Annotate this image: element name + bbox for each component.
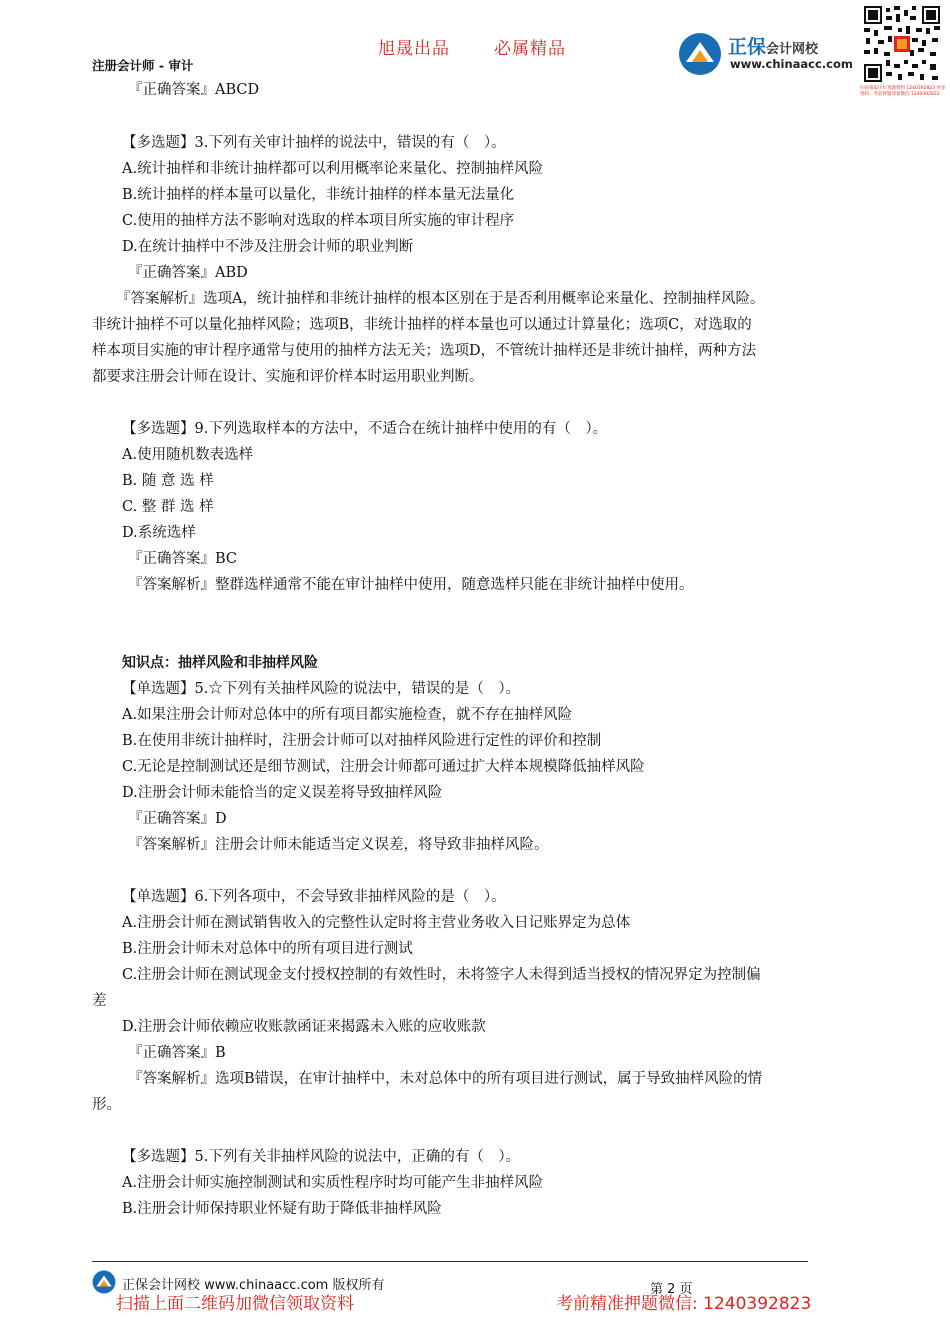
explanation-line: 都要求注册会计师在设计、实施和评价样本时运用职业判断。	[92, 369, 484, 385]
explanation-line: 『答案解析』选项A，统计抽样和非统计抽样的根本区别在于是否利用概率论来量化、控制抽样风险。	[116, 291, 765, 307]
section-heading: 知识点：抽样风险和非抽样风险	[122, 655, 318, 671]
chinaacc-logo	[678, 30, 858, 80]
option-line: D.系统选样	[122, 525, 196, 541]
option-line: C.注册会计师在测试现金支付授权控制的有效性时，未将签字人未得到适当授权的情况界定为控制偏	[122, 967, 761, 983]
question-stem: 【多选题】3.下列有关审计抽样的说法中，错误的有（ ）。	[122, 135, 506, 151]
explanation-line: 样本项目实施的审计程序通常与使用的抽样方法无关；选项D，不管统计抽样还是非统计抽样，两种方法	[92, 343, 757, 359]
logo-cn-main: 正保	[728, 36, 767, 58]
footer-copyright: 正保会计网校 www.chinaacc.com 版权所有	[122, 1278, 385, 1293]
option-line: A.统计抽样和非统计抽样都可以利用概率论来量化、控制抽样风险	[122, 161, 544, 177]
option-line: D.在统计抽样中不涉及注册会计师的职业判断	[122, 239, 414, 255]
option-line: B.注册会计师保持职业怀疑有助于降低非抽样风险	[122, 1201, 442, 1217]
logo-cn-small: 会计网校	[766, 42, 819, 57]
footer-promo-right: 考前精准押题微信: 1240392823	[556, 1294, 812, 1314]
answer-line: 『正确答案』BC	[128, 551, 238, 567]
option-line: B.统计抽样的样本量可以量化，非统计抽样的样本量无法量化	[122, 187, 515, 203]
page-number: 第 2 页	[650, 1282, 693, 1297]
slogan-right: 必属精品	[494, 39, 566, 59]
footer-promo-left: 扫描上面二维码加微信领取资料	[116, 1294, 354, 1314]
option-line: C.无论是控制测试还是细节测试，注册会计师都可通过扩大样本规模降低抽样风险	[122, 759, 645, 775]
option-line: A.注册会计师在测试销售收入的完整性认定时将主营业务收入日记账界定为总体	[122, 915, 631, 931]
logo-emblem-icon	[678, 32, 722, 76]
option-line: B. 随 意 选 样	[122, 473, 214, 489]
explanation-line: 非统计抽样不可以量化抽样风险；选项B，非统计抽样的样本量也可以通过计算量化；选项C，对选取的	[92, 317, 752, 333]
question-stem: 【单选题】6.下列各项中，不会导致非抽样风险的是（ ）。	[122, 889, 506, 905]
option-line: B.注册会计师未对总体中的所有项目进行测试	[122, 941, 413, 957]
question-stem: 【多选题】5.下列有关非抽样风险的说法中，正确的有（ ）。	[122, 1149, 521, 1165]
answer-line: 『正确答案』D	[128, 811, 227, 827]
qr-code-icon[interactable]	[862, 4, 942, 84]
logo-url: www.chinaacc.com	[730, 57, 853, 71]
answer-line: 『正确答案』ABD	[128, 265, 248, 281]
footer-divider	[92, 1261, 808, 1262]
option-line: C.使用的抽样方法不影响对选取的样本项目所实施的审计程序	[122, 213, 515, 229]
option-line: 差	[92, 993, 107, 1009]
option-line: A.如果注册会计师对总体中的所有项目都实施检查，就不存在抽样风险	[122, 707, 573, 723]
option-line: A.使用随机数表选样	[122, 447, 254, 463]
answer-line: 『正确答案』ABCD	[128, 82, 260, 98]
option-line: D.注册会计师未能恰当的定义误差将导致抽样风险	[122, 785, 443, 801]
answer-line: 『正确答案』B	[128, 1045, 226, 1061]
option-line: C. 整 群 选 样	[122, 499, 214, 515]
question-stem: 【单选题】5.☆下列有关抽样风险的说法中，错误的是（ ）。	[122, 681, 521, 697]
explanation-line: 『答案解析』注册会计师未能适当定义误差，将导致非抽样风险。	[128, 837, 549, 853]
option-line: B.在使用非统计抽样时，注册会计师可以对抽样风险进行定性的评价和控制	[122, 733, 602, 749]
question-stem: 【多选题】9.下列选取样本的方法中，不适合在统计抽样中使用的有（ ）。	[122, 421, 608, 437]
explanation-line: 形。	[92, 1097, 121, 1113]
document-subject: 注册会计师 - 审计	[92, 58, 194, 73]
slogan-left: 旭晟出品	[378, 39, 450, 59]
qr-note: 扫码领取历年真题资料 1240392823 更多资料、考前押题请加微信 1240392823	[860, 86, 946, 97]
logo-text	[728, 32, 818, 59]
option-line: D.注册会计师依赖应收账款函证来揭露未入账的应收账款	[122, 1019, 486, 1035]
footer-logo-icon	[92, 1270, 116, 1294]
explanation-line: 『答案解析』选项B错误，在审计抽样中，未对总体中的所有项目进行测试，属于导致抽样风险的情	[128, 1071, 763, 1087]
explanation-line: 『答案解析』整群选样通常不能在审计抽样中使用，随意选样只能在非统计抽样中使用。	[128, 577, 694, 593]
option-line: A.注册会计师实施控制测试和实质性程序时均可能产生非抽样风险	[122, 1175, 544, 1191]
header-slogan	[378, 34, 610, 59]
